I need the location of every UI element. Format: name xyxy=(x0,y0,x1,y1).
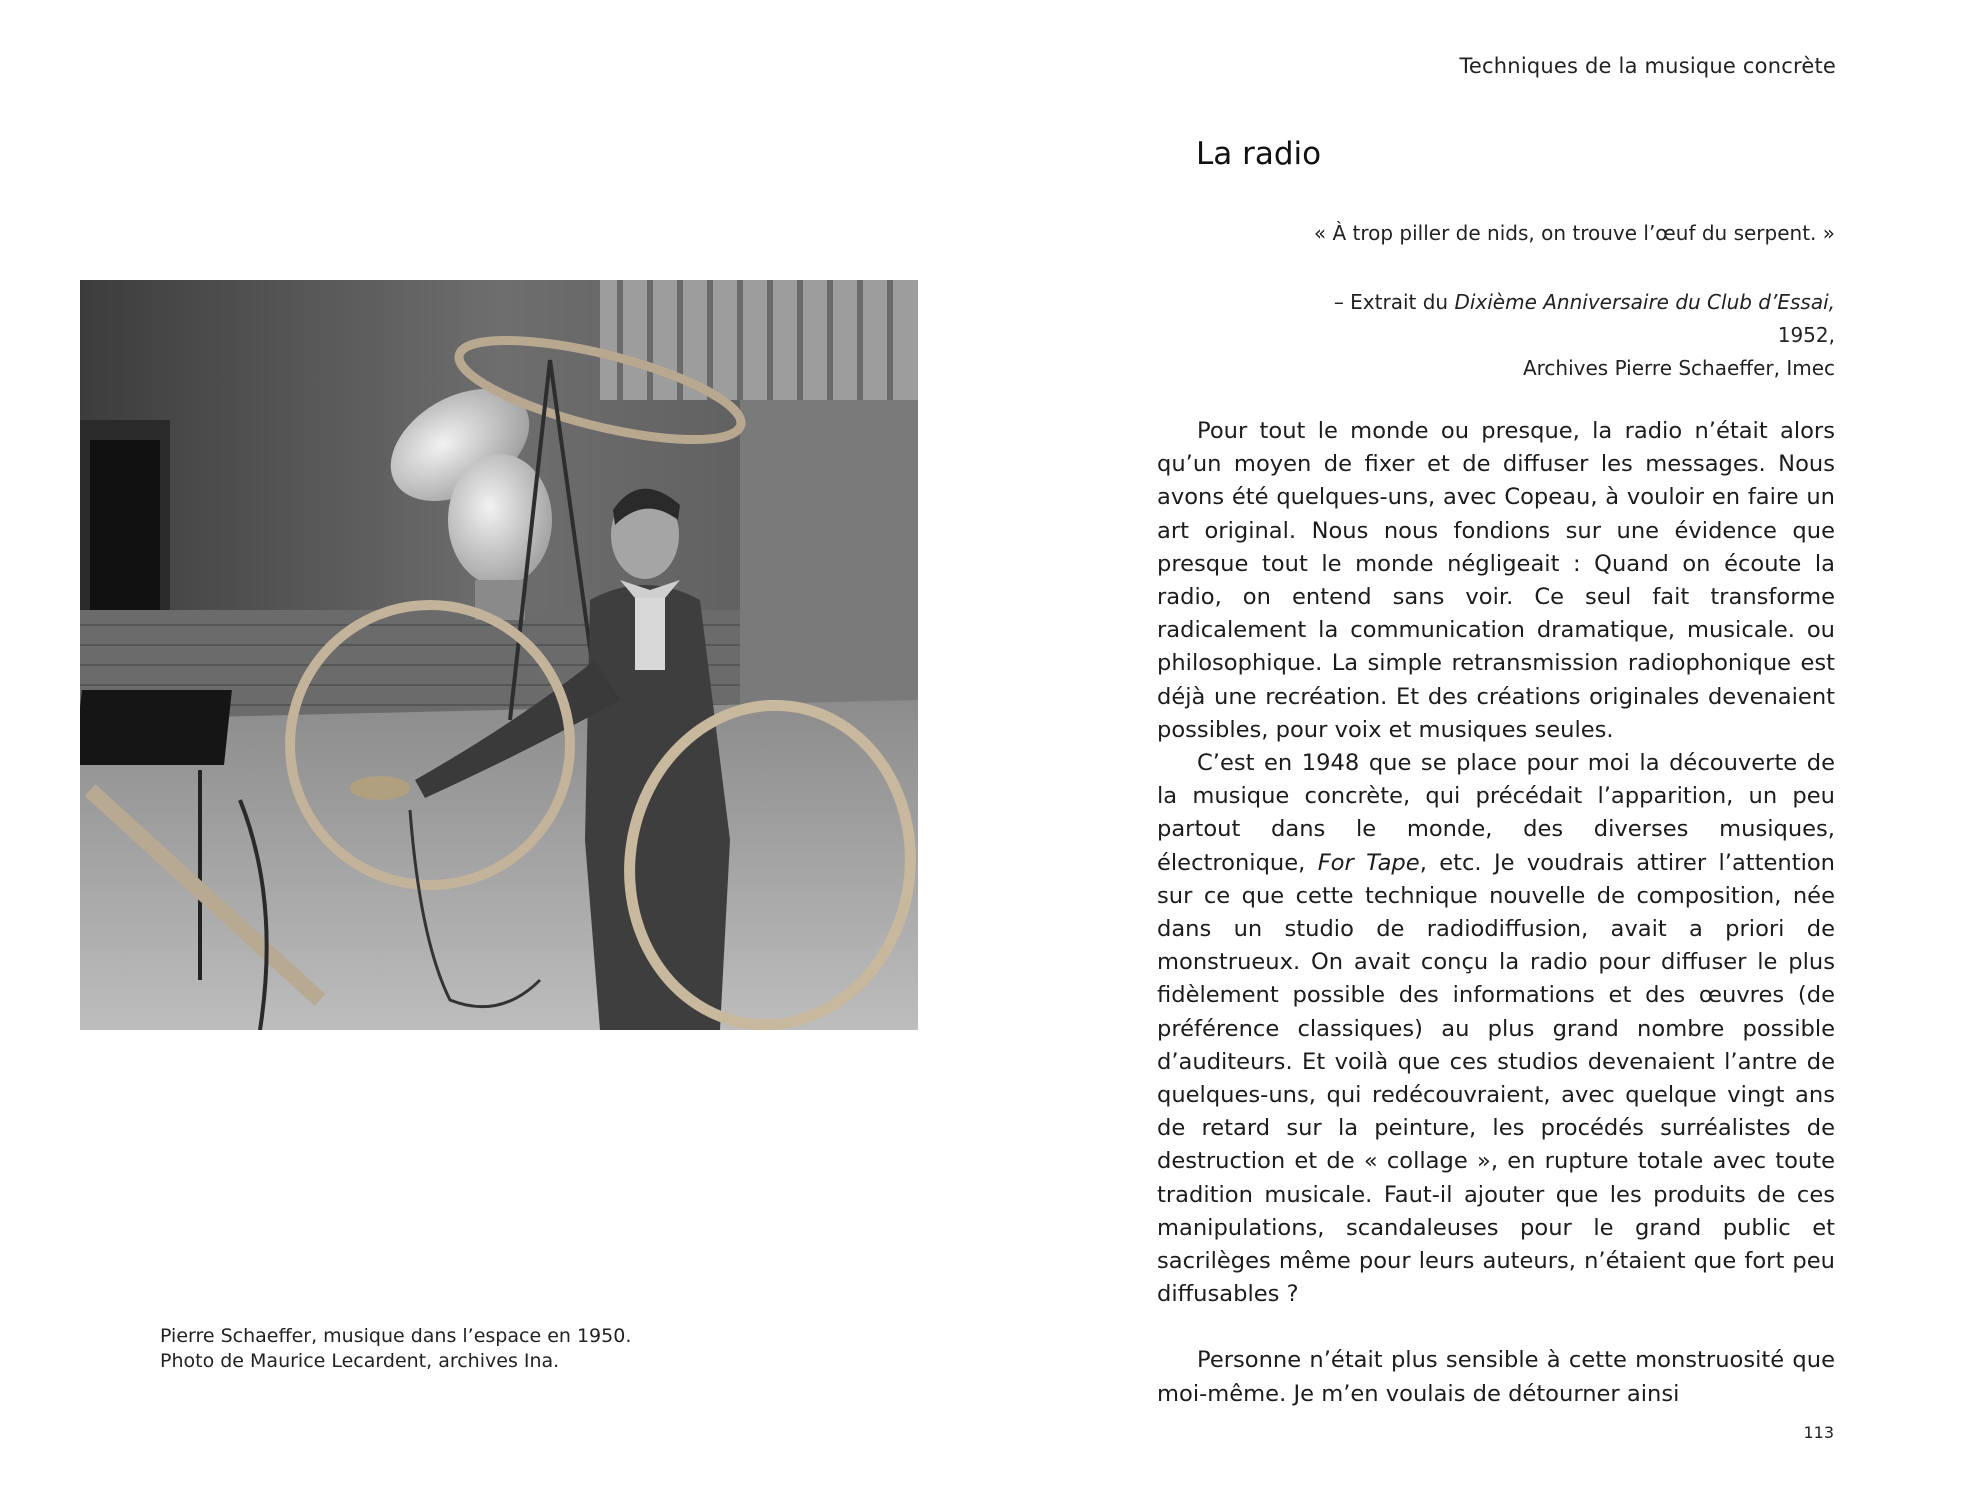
paragraph-2-end: , etc. Je voudrais attirer l’attention sur ce que cette technique nouvelle de composition, née dans un studio de radiodiffusion, avait a priori de monstrueux. On avait conçu la radio pour diffuser le plus fidèlement possible des informations et des œuvres (de préférence classiques) au plus grand nombre possible d’auditeurs. Et voilà que ces studios devenaient l’antre de quelques-uns, qui redécouvraient, avec quelque vingt ans de retard sur la peinture, les procédés surréalistes de destruction et de « collage », en rupture totale avec toute tradition musicale. Faut-il ajouter que les produits de ces manipulations, scandaleuses pour le grand public et sacrilèges même pour leurs auteurs, n’étaient que fort peu diffusables ? xyxy=(1157,849,1836,1308)
attribution-year: 1952, xyxy=(1777,323,1835,347)
body-text xyxy=(1157,415,1835,1411)
running-head: Techniques de la musique concrète xyxy=(1459,54,1836,78)
paragraph-3: Personne n’était plus sensible à cette monstruosité que moi-même. Je m’en voulais de détourner ainsi xyxy=(1157,1347,1835,1407)
photograph xyxy=(80,280,918,1030)
attribution-prefix: – Extrait du xyxy=(1333,290,1455,314)
caption-line-1: Pierre Schaeffer, musique dans l’espace en 1950. xyxy=(160,1325,632,1347)
paragraph-2 xyxy=(1157,747,1835,1311)
paragraph-2-italic: For Tape xyxy=(1317,849,1420,876)
figure-caption xyxy=(160,1324,631,1374)
page-number: 113 xyxy=(1803,1423,1834,1442)
caption-line-2: Photo de Maurice Lecardent, archives Ina. xyxy=(160,1350,560,1372)
attribution-work-title: Dixième Anniversaire du Club d’Essai, xyxy=(1454,290,1835,314)
section-title: La radio xyxy=(1196,136,1322,172)
epigraph-attribution xyxy=(1275,286,1835,385)
attribution-source: Archives Pierre Schaeffer, Imec xyxy=(1522,356,1835,380)
curtain xyxy=(600,280,918,400)
paragraph-1: Pour tout le monde ou presque, la radio n’était alors qu’un moyen de fixer et de diffuser les messages. Nous avons été quelques-uns, avec Copeau, à vouloir en faire un art original. Nous nous fondions sur une évidence que presque tout le monde négligeait : Quand on écoute la radio, on entend sans voir. Ce seul fait transforme radicalement la communication dramatique, musicale. ou philosophique. La simple retransmission radiophonique est déjà une recréation. Et des créations originales devenaient possibles, pour voix et musiques seules. xyxy=(1157,418,1835,743)
paragraph-2-start: C’est en 1948 que se place pour moi la découverte de la musique concrète, qui précédait l’apparition, un peu partout dans le monde, des diverses musiques, électronique, xyxy=(1157,750,1835,876)
epigraph: « À trop piller de nids, on trouve l’œuf du serpent. » xyxy=(1313,221,1835,245)
